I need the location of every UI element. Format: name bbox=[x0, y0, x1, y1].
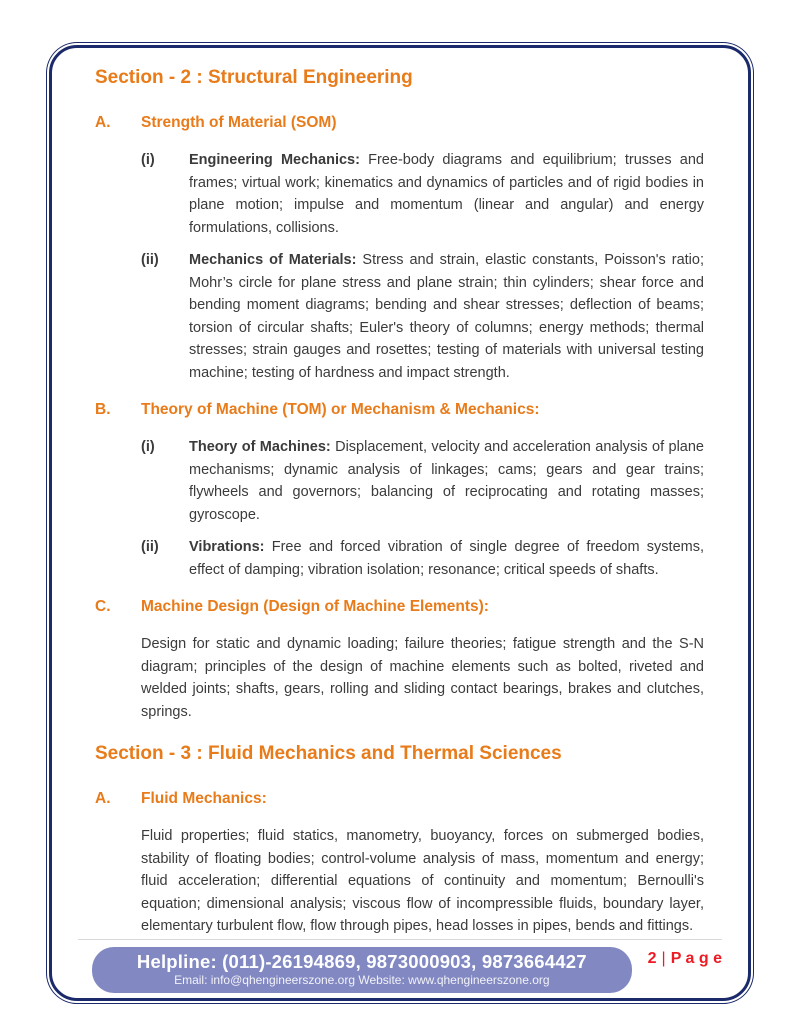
page-number bbox=[648, 947, 722, 968]
subsection-label: A. bbox=[95, 790, 111, 807]
item-body: Stress and strain, elastic constants, Poisson's ratio; Mohr’s circle for plane stress and plane strain; thin cylinders; shear force and bending moment diagrams; bending and shear stresses; deflection of beams; torsion of circular shafts; Euler's theory of columns; energy methods; thermal stresses; strain gauges and rosettes; testing of materials with universal testing machine; testing of hardness and impact strength. bbox=[189, 252, 705, 381]
footer-divider bbox=[78, 939, 722, 940]
page-border bbox=[49, 45, 751, 1001]
item-lead: Theory of Machines: bbox=[189, 439, 331, 455]
helpline-banner bbox=[92, 947, 632, 993]
subsection-b-heading bbox=[95, 400, 704, 420]
subsection-a-heading bbox=[95, 113, 704, 133]
page-word: P a g e bbox=[670, 950, 722, 967]
subsection-title: Theory of Machine (TOM) or Mechanism & Mechanics: bbox=[141, 401, 540, 418]
subsection-a-fluid-heading bbox=[95, 789, 704, 809]
helpline-text: Helpline: (011)-26194869, 9873000903, 9873664427 bbox=[136, 951, 587, 972]
page-number-separator: | bbox=[661, 950, 666, 967]
item-text bbox=[189, 249, 704, 384]
item-body: Free and forced vibration of single degree of freedom systems, effect of damping; vibration isolation; resonance; critical speeds of shafts. bbox=[189, 539, 704, 578]
subsection-title: Fluid Mechanics: bbox=[141, 790, 267, 807]
item-text bbox=[189, 536, 704, 581]
page-footer bbox=[78, 939, 722, 993]
item-label: (i) bbox=[141, 152, 155, 168]
subsection-paragraph: Design for static and dynamic loading; failure theories; fatigue strength and the S-N diagram; principles of the design of machine elements such as bolted, riveted and welded joints; shafts, gears, rolling and sliding contact bearings, brakes and clutches, springs. bbox=[141, 636, 704, 720]
syllabus-item bbox=[141, 249, 704, 384]
syllabus-item bbox=[141, 536, 704, 581]
item-label: (i) bbox=[141, 439, 155, 455]
subsection-label: A. bbox=[95, 114, 111, 131]
syllabus-item bbox=[141, 436, 704, 526]
section-3-title: Section - 3 : Fluid Mechanics and Thermal Sciences bbox=[95, 743, 562, 764]
item-body: Displacement, velocity and acceleration analysis of plane mechanisms; dynamic analysis of linkages; cams; gears and gear trains; flywheels and governors; balancing of reciprocating and rotating masses; gyroscope. bbox=[189, 439, 704, 523]
syllabus-content bbox=[52, 48, 748, 938]
item-lead: Vibrations: bbox=[189, 539, 265, 555]
subsection-title: Machine Design (Design of Machine Elements): bbox=[141, 598, 489, 615]
subsection-label: B. bbox=[95, 401, 111, 418]
item-body: Free-body diagrams and equilibrium; trusses and frames; virtual work; kinematics and dynamics of particles and of rigid bodies in plane motion; impulse and momentum (linear and angular) and energy formulations, collisions. bbox=[189, 152, 704, 236]
contact-text: Email: info@qhengineerszone.org Website: www.qhengineerszone.org bbox=[174, 973, 550, 987]
section-2-title: Section - 2 : Structural Engineering bbox=[95, 67, 413, 88]
page-number-value: 2 bbox=[647, 950, 657, 967]
subsection-c-heading bbox=[95, 597, 704, 617]
item-text bbox=[189, 436, 704, 526]
item-lead: Mechanics of Materials: bbox=[189, 252, 357, 268]
item-label: (ii) bbox=[141, 539, 159, 555]
item-label: (ii) bbox=[141, 252, 159, 268]
syllabus-item bbox=[141, 149, 704, 239]
item-lead: Engineering Mechanics: bbox=[189, 152, 360, 168]
footer-row bbox=[78, 947, 722, 993]
subsection-label: C. bbox=[95, 598, 111, 615]
subsection-title: Strength of Material (SOM) bbox=[141, 114, 337, 131]
item-text bbox=[189, 149, 704, 239]
subsection-paragraph: Fluid properties; fluid statics, manometry, buoyancy, forces on submerged bodies, stability of floating bodies; control-volume analysis of mass, momentum and energy; fluid acceleration; differential equations of continuity and momentum; Bernoulli's equation; dimensional analysis; viscous flow of incompressible fluids, boundary layer, elementary turbulent flow, flow through pipes, head losses in pipes, bends and fittings. bbox=[141, 828, 704, 934]
